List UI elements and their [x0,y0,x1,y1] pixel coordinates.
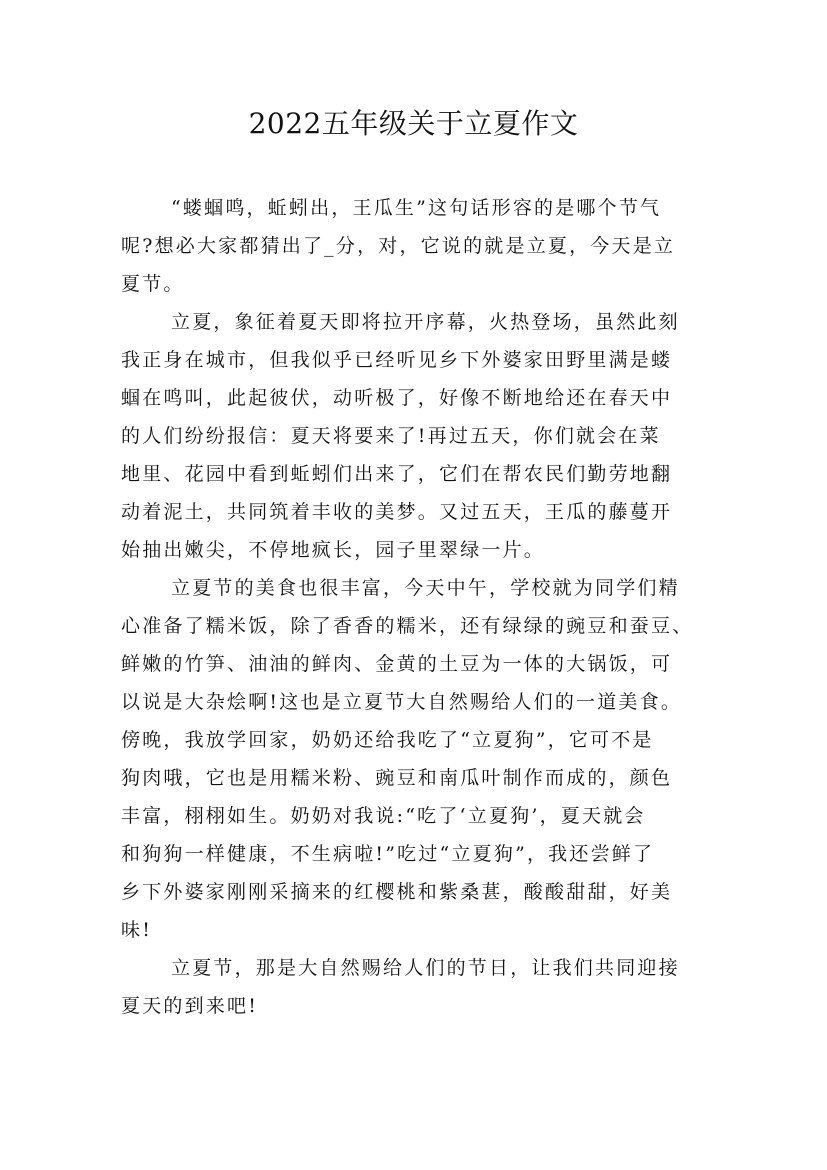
text-line: 的人们纷纷报信：夏天将要来了!再过五天，你们就会在菜 [121,425,661,447]
text-line: 丰富，栩栩如生。奶奶对我说:“吃了‘立夏狗’，夏天就会 [121,805,646,827]
text-line: 呢?想必大家都猜出了_分，对，它说的就是立夏，今天是立 [121,235,676,257]
text-line: 动着泥土，共同筑着丰收的美梦。又过五天，王瓜的藤蔓开 [121,501,673,523]
text-line: 立夏节，那是大自然赐给人们的节日，让我们共同迎接 [171,957,680,979]
text-line: 狗肉哦，它也是用糯米粉、豌豆和南瓜叶制作而成的，颜色 [121,767,673,789]
text-line: 和狗狗一样健康，不生病啦!”吃过“立夏狗”，我还尝鲜了 [121,843,655,865]
text-line: “蝼蝈鸣，蚯蚓出，王瓜生”这句话形容的是哪个节气 [171,197,662,219]
text-line: 始抽出嫩尖，不停地疯长，园子里翠绿一片。 [121,539,546,561]
text-line: 乡下外婆家刚刚采摘来的红樱桃和紫桑葚，酸酸甜甜，好美 [121,881,673,903]
text-line: 蝈在鸣叫，此起彼伏，动听极了，好像不断地给还在春天中 [121,387,673,409]
document-title: 2022五年级关于立夏作文 [248,107,579,140]
text-line: 立夏节的美食也很丰富，今天中午，学校就为同学们精 [171,577,680,599]
text-line: 地里、花园中看到蚯蚓们出来了，它们在帮农民们勤劳地翻 [121,463,673,485]
text-line: 夏节。 [121,273,185,295]
text-line: 立夏，象征着夏天即将拉开序幕，火热登场，虽然此刻 [171,311,680,333]
text-line: 心准备了糯米饭，除了香香的糯米，还有绿绿的豌豆和蚕豆、 [121,615,694,637]
essay-body [121,189,721,1025]
text-line: 我正身在城市，但我似乎已经听见乡下外婆家田野里满是蝼 [121,349,673,371]
text-line: 以说是大杂烩啊!这也是立夏节大自然赐给人们的一道美食。 [121,691,683,713]
text-line: 鲜嫩的竹笋、油油的鲜肉、金黄的土豆为一体的大锅饭，可 [121,653,673,675]
text-line: 夏天的到来吧! [121,995,259,1017]
text-line: 傍晚，我放学回家，奶奶还给我吃了“立夏狗”，它可不是 [121,729,654,751]
text-line: 味! [121,919,153,941]
